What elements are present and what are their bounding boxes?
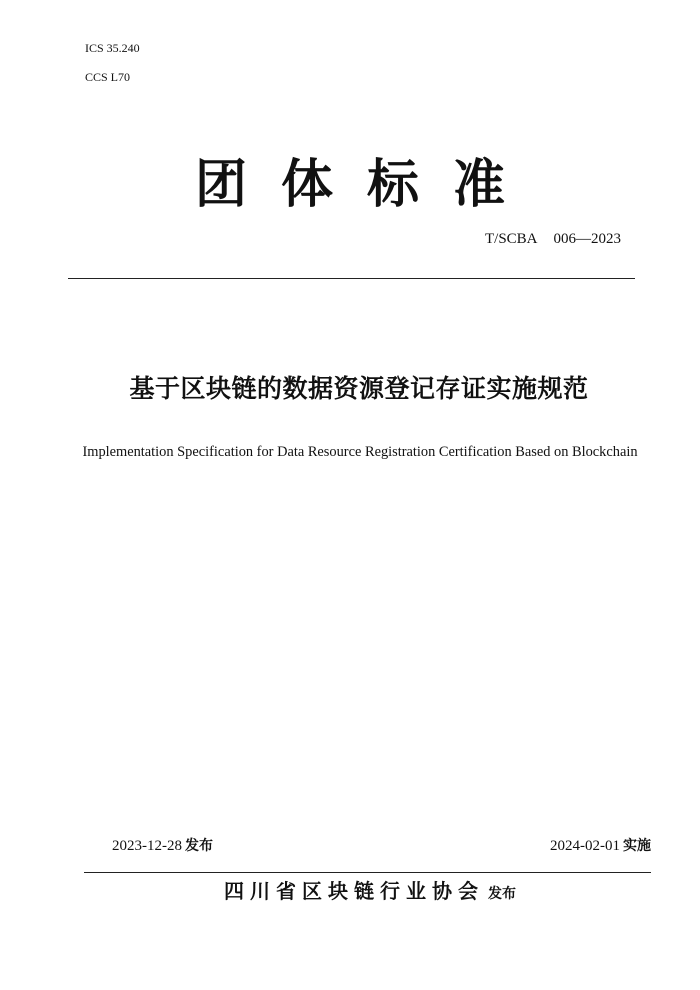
bottom-divider xyxy=(84,872,651,873)
standard-type-char: 团 xyxy=(194,155,247,215)
standard-code xyxy=(485,230,621,248)
effective-date xyxy=(550,836,651,856)
effective-date-label: 实施 xyxy=(623,838,651,854)
standard-code-prefix: T/SCBA xyxy=(484,231,538,247)
publish-date-label: 发布 xyxy=(185,838,213,854)
effective-date-value: 2024-02-01 xyxy=(550,838,620,854)
standard-code-number: 006—2023 xyxy=(553,231,621,247)
ics-code: ICS 35.240 xyxy=(85,41,140,55)
publish-date-value: 2023-12-28 xyxy=(112,838,182,854)
title-chinese: 基于区块链的数据资源登记存证实施规范 xyxy=(129,374,589,403)
standard-type-char: 体 xyxy=(280,155,333,215)
title-english: Implementation Specification for Data Resource Registration Certification Based on Blockchain xyxy=(82,444,638,460)
publisher-organization: 四川省区块链行业协会 xyxy=(224,879,484,903)
publish-date xyxy=(112,836,213,856)
standard-type-heading xyxy=(0,150,700,220)
standard-type-char: 准 xyxy=(453,155,506,215)
top-divider xyxy=(68,278,635,279)
publisher-issue-label: 发布 xyxy=(488,886,516,902)
standard-type-char: 标 xyxy=(367,155,420,215)
publisher-line xyxy=(0,876,700,906)
ccs-code: CCS L70 xyxy=(85,70,131,84)
